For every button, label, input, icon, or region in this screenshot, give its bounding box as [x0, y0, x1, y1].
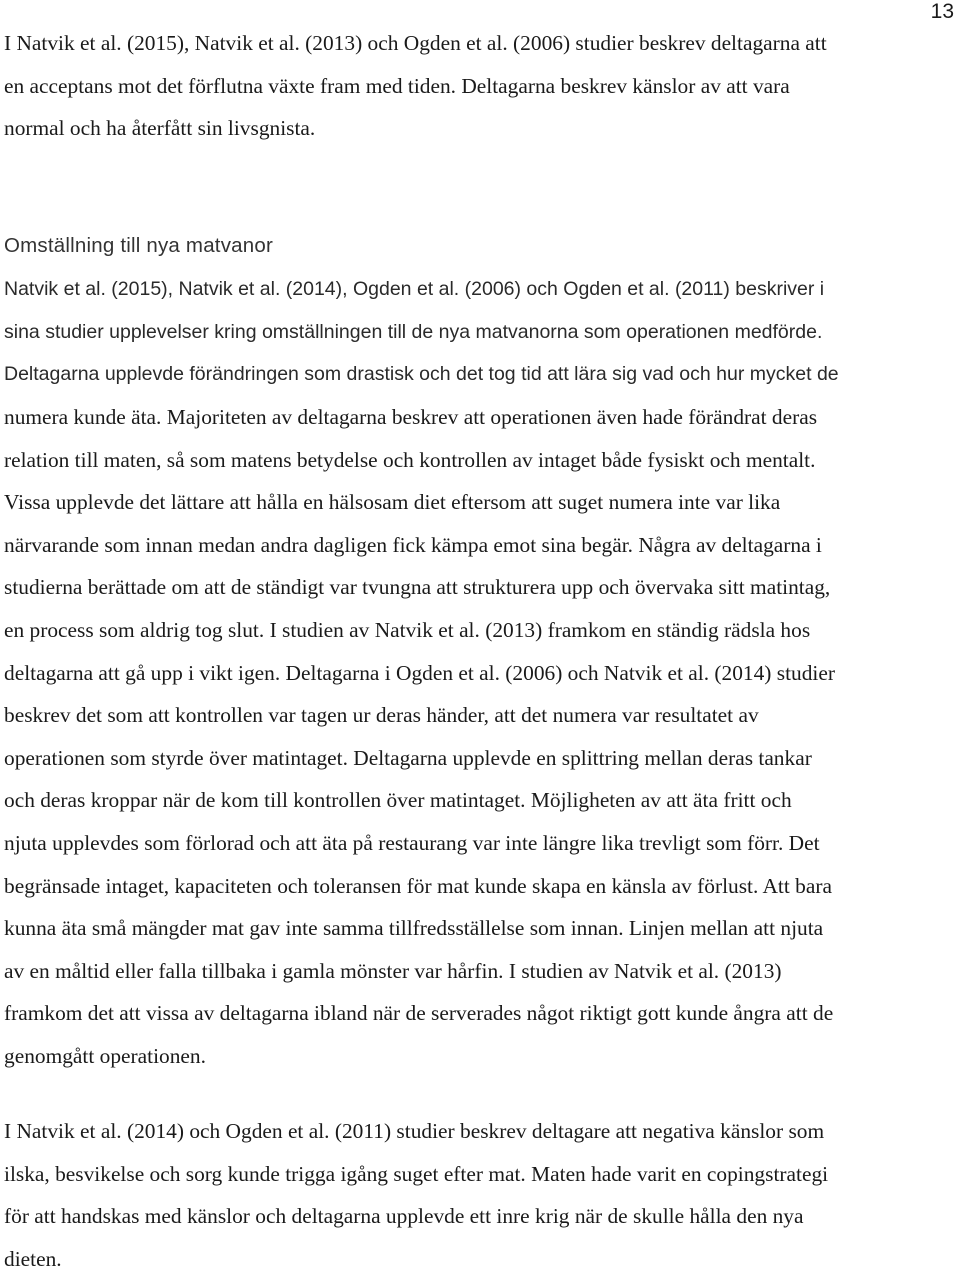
text-line: operationen som styrde över matintaget. Deltagarna upplevde en splittring mellan deras tankar	[4, 745, 812, 770]
text-line: kunna äta små mängder mat gav inte samma tillfredsställelse som innan. Linjen mellan att njuta	[4, 916, 824, 941]
text-line: en process som aldrig tog slut. I studien av Natvik et al. (2013) framkom en ständig rädsla hos	[4, 617, 811, 642]
text-line: Vissa upplevde det lättare att hålla en hälsosam diet eftersom att suget numera inte var lika	[4, 490, 781, 515]
text-line: deltagarna att gå upp i vikt igen. Deltagarna i Ogden et al. (2006) och Natvik et al. (2014) studier	[4, 660, 835, 685]
text-line: relation till maten, så som matens betydelse och kontrollen av intaget både fysiskt och mentalt.	[4, 447, 816, 472]
text-line: I Natvik et al. (2014) och Ogden et al. (2011) studier beskrev deltagare att negativa känslor som	[4, 1119, 825, 1143]
text-line: Deltagarna upplevde förändringen som drastisk och det tog tid att lära sig vad och hur mycket de	[4, 363, 839, 386]
text-line: I Natvik et al. (2015), Natvik et al. (2013) och Ogden et al. (2006) studier beskrev deltagarna att	[4, 31, 827, 55]
text-line: numera kunde äta. Majoriteten av deltagarna beskrev att operationen även hade förändrat deras	[4, 405, 818, 429]
text-line: ilska, besvikelse och sorg kunde trigga igång suget efter mat. Maten hade varit en copingstrategi	[4, 1161, 829, 1186]
text-line: Natvik et al. (2015), Natvik et al. (2014), Ogden et al. (2006) och Ogden et al. (2011) beskriver i	[4, 278, 825, 300]
text-line: njuta upplevdes som förlorad och att äta på restaurang var inte längre lika trevligt som förr. Det	[4, 830, 820, 855]
text-line: normal och ha återfått sin livsgnista.	[4, 116, 316, 141]
section-heading: Omställning till nya matvanor	[4, 234, 273, 257]
text-line: och deras kroppar när de kom till kontrollen över matintaget. Möjligheten av att äta fritt och	[4, 788, 792, 813]
text-line: framkom det att vissa av deltagarna ibland när de serverades något riktigt gott kunde ångra att de	[4, 1001, 834, 1026]
text-line: för att handskas med känslor och deltagarna upplevde ett inre krig när de skulle hålla den nya	[4, 1204, 804, 1229]
paragraph-food-habits-body	[4, 396, 956, 1078]
text-line: genomgått operationen.	[4, 1043, 206, 1068]
text-line: av en måltid eller falla tillbaka i gamla mönster var hårfin. I studien av Natvik et al. (2013)	[4, 958, 782, 983]
paragraph-acceptance	[4, 22, 950, 150]
paragraph-negative-emotions	[4, 1110, 956, 1280]
text-line: en acceptans mot det förflutna växte fram med tiden. Deltagarna beskrev känslor av att vara	[4, 73, 790, 98]
text-line: studierna berättade om att de ständigt var tvungna att strukturera upp och övervaka sitt matintag,	[4, 575, 831, 600]
paragraph-food-habits-intro	[4, 268, 956, 396]
text-line: beskrev det som att kontrollen var tagen ur deras händer, att det numera var resultatet av	[4, 703, 759, 728]
text-line: begränsade intaget, kapaciteten och toleransen för mat kunde skapa en känsla av förlust. Att bara	[4, 873, 832, 898]
text-line: sina studier upplevelser kring omställningen till de nya matvanorna som operationen medförde.	[4, 320, 823, 343]
text-line: närvarande som innan medan andra dagligen fick kämpa emot sina begär. Några av deltagarna i	[4, 532, 822, 557]
text-line: dieten.	[4, 1246, 62, 1271]
page-number: 13	[930, 0, 954, 23]
